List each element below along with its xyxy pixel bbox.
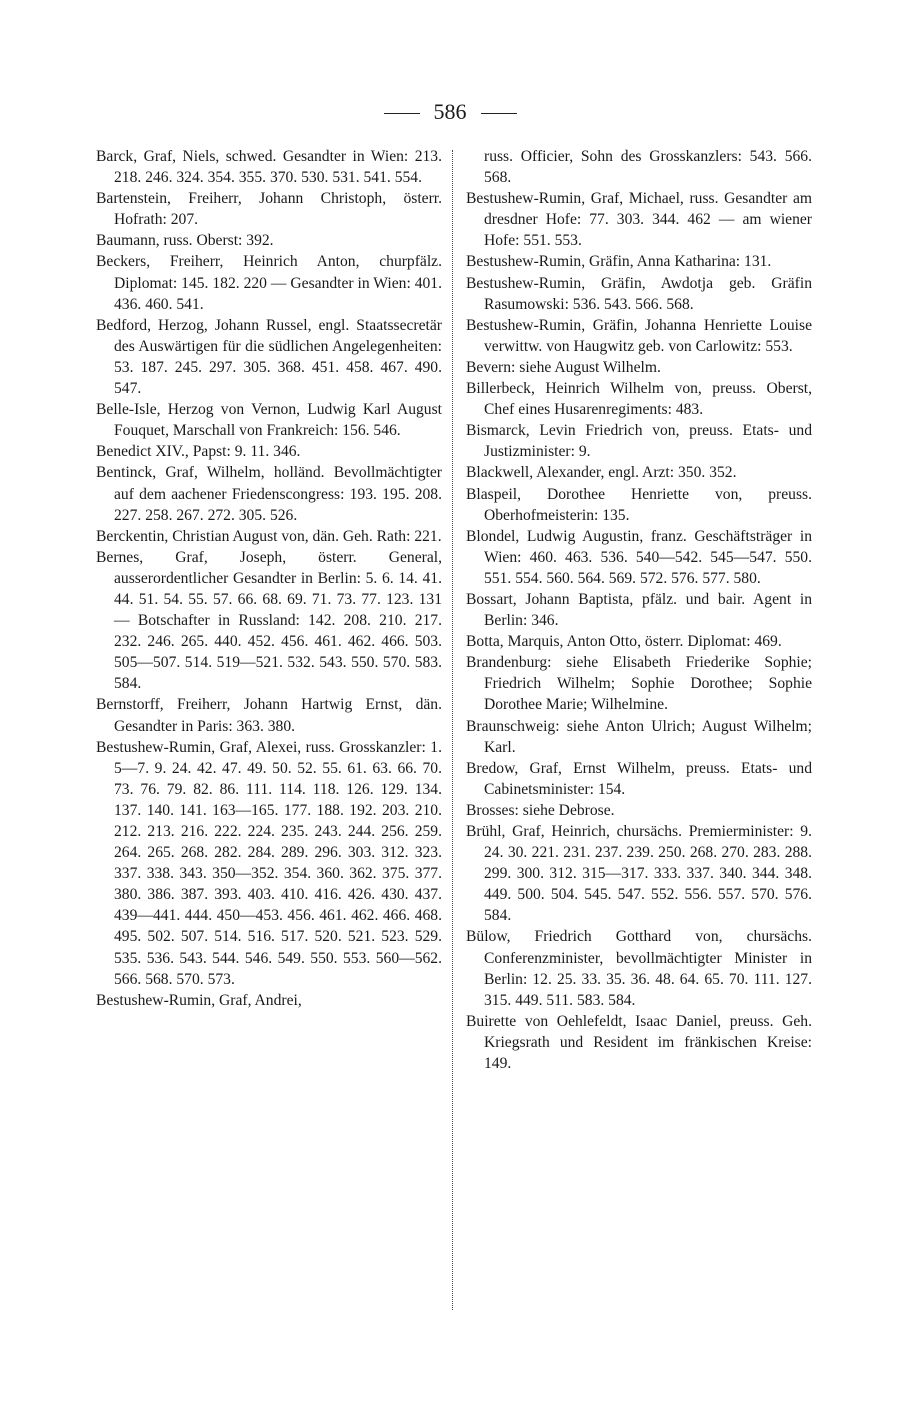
index-entry-continued: russ. Officier, Sohn des Grosskanzlers: 543. 566. 568. xyxy=(484,148,812,187)
index-entry: Bestushew-Rumin, Gräfin, Awdotja geb. Gräfin Rasumowski: 536. 543. 566. 568. xyxy=(466,274,812,313)
left-column xyxy=(96,146,442,1011)
index-entry: Berckentin, Christian August von, dän. Geh. Rath: 221. xyxy=(96,527,442,545)
index-entry: Bülow, Friedrich Gotthard von, chursächs. Conferenzminister, bevollmächtigter Minister in Berlin: 12. 25. 33. 35. 36. 48. 64. 65. 70. 111. 127. 315. 449. 511. 583. 584. xyxy=(466,928,812,1009)
header-dash-right xyxy=(481,113,517,114)
header-dash-left xyxy=(384,113,420,114)
index-entry: Bossart, Johann Baptista, pfälz. und bair. Agent in Berlin: 346. xyxy=(466,590,812,630)
index-entry: Blaspeil, Dorothee Henriette von, preuss. Oberhofmeisterin: 135. xyxy=(466,485,812,524)
index-entry: Botta, Marquis, Anton Otto, österr. Diplomat: 469. xyxy=(466,633,782,651)
index-entry: Bestushew-Rumin, Graf, Alexei, russ. Grosskanzler: 1. 5—7. 9. 24. 42. 47. 49. 50. 52. 55. 61. 63. 66. 70. 73. 76. 79. 82. 86. 111. 114. 118. 126. 129. 134. 137. 140. 141. 163—165. 177. 188. 192. 203. 210. 212. 213. 216. 222. 224. 235. 243. 244. 256. 259. 264. 265. 268. 282. 284. 289. 296. 303. 312. 323. 337. 338. 343. 350—352. 354. 360. 362. 375. 377. 380. 386. 387. 393. 403. 410. 416. 426. 430. 437. 439—441. 444. 450—453. 456. 461. 462. 466. 468. 495. 502. 507. 514. 516. 517. 520. 521. 523. 529. 535. 536. 543. 544. 546. 549. 550. 553. 560—562. 566. 568. 570. 573. xyxy=(96,738,442,988)
index-entry: Braunschweig: siehe Anton Ulrich; August Wilhelm; Karl. xyxy=(466,717,812,756)
column-divider xyxy=(452,150,453,1310)
index-entry: Billerbeck, Heinrich Wilhelm von, preuss. Oberst, Chef eines Husarenregiments: 483. xyxy=(466,380,812,419)
index-entry: Bestushew-Rumin, Graf, Andrei, xyxy=(96,991,302,1009)
index-entry: Brosses: siehe Debrose. xyxy=(466,801,615,819)
index-entry: Bestushew-Rumin, Gräfin, Johanna Henriette Louise verwittw. von Haugwitz geb. von Carlowitz: 553. xyxy=(466,316,812,355)
index-entry: Bestushew-Rumin, Graf, Michael, russ. Gesandter am dresdner Hofe: 77. 303. 344. 462 — am wiener Hofe: 551. 553. xyxy=(466,190,812,250)
index-entry: Bartenstein, Freiherr, Johann Christoph, österr. Hofrath: 207. xyxy=(96,190,442,229)
index-entry: Bedford, Herzog, Johann Russel, engl. Staatssecretär des Auswärtigen für die südlichen Angelegenheiten: 53. 187. 245. 297. 305. 368. 451. 458. 467. 490. 547. xyxy=(96,316,442,398)
index-entry: Bernstorff, Freiherr, Johann Hartwig Ernst, dän. Gesandter in Paris: 363. 380. xyxy=(96,696,442,735)
index-entry: Bevern: siehe August Wilhelm. xyxy=(466,358,661,376)
index-entry: Benedict XIV., Papst: 9. 11. 346. xyxy=(96,443,301,461)
index-entry: Beckers, Freiherr, Heinrich Anton, churpfälz. Diplomat: 145. 182. 220 — Gesandter in Wien: 401. 436. 460. 541. xyxy=(96,253,442,313)
index-entry: Buirette von Oehlefeldt, Isaac Daniel, preuss. Geh. Kriegsrath und Resident im fränkischen Kreise: 149. xyxy=(466,1012,812,1073)
page-header xyxy=(0,96,900,128)
index-entry: Baumann, russ. Oberst: 392. xyxy=(96,232,274,250)
index-entry: Bernes, Graf, Joseph, österr. General, ausserordentlicher Gesandter in Berlin: 5. 6. 14. 41. 44. 51. 54. 55. 57. 66. 68. 69. 71. 73. 77. 123. 131 — Botschafter in Russland: 142. 208. 210. 217. 232. 246. 265. 440. 452. 456. 461. 462. 466. 503. 505—507. 514. 519—521. 532. 543. 550. 570. 583. 584. xyxy=(96,548,442,693)
right-column xyxy=(466,146,812,1074)
index-entry: Bestushew-Rumin, Gräfin, Anna Katharina: 131. xyxy=(466,253,772,271)
index-entry: Brühl, Graf, Heinrich, chursächs. Premierminister: 9. 24. 30. 221. 231. 237. 239. 250. 268. 270. 283. 288. 299. 300. 312. 315—317. 333. 337. 340. 344. 348. 449. 500. 504. 545. 547. 552. 556. 557. 570. 576. 584. xyxy=(466,823,812,925)
index-entry: Bismarck, Levin Friedrich von, preuss. Etats- und Justizminister: 9. xyxy=(466,422,812,461)
index-entry: Bentinck, Graf, Wilhelm, holländ. Bevollmächtigter auf dem aachener Friedenscongress: 193. 195. 208. 227. 258. 267. 272. 305. 526. xyxy=(96,464,442,524)
index-entry: Brandenburg: siehe Elisabeth Friederike Sophie; Friedrich Wilhelm; Sophie Dorothee; Sophie Dorothee Marie; Wilhelmine. xyxy=(466,654,812,714)
index-entry: Bredow, Graf, Ernst Wilhelm, preuss. Etats- und Cabinetsminister: 154. xyxy=(466,759,812,798)
index-entry: Barck, Graf, Niels, schwed. Gesandter in Wien: 213. 218. 246. 324. 354. 355. 370. 530. 531. 541. 554. xyxy=(96,148,442,187)
page-number: 586 xyxy=(433,99,467,124)
index-entry: Belle-Isle, Herzog von Vernon, Ludwig Karl August Fouquet, Marschall von Frankreich: 156. 546. xyxy=(96,401,442,440)
index-entry: Blackwell, Alexander, engl. Arzt: 350. 352. xyxy=(466,464,737,482)
index-entry: Blondel, Ludwig Augustin, franz. Geschäftsträger in Wien: 460. 463. 536. 540—542. 545—547. 550. 551. 554. 560. 564. 569. 572. 576. 577. 580. xyxy=(466,527,812,587)
